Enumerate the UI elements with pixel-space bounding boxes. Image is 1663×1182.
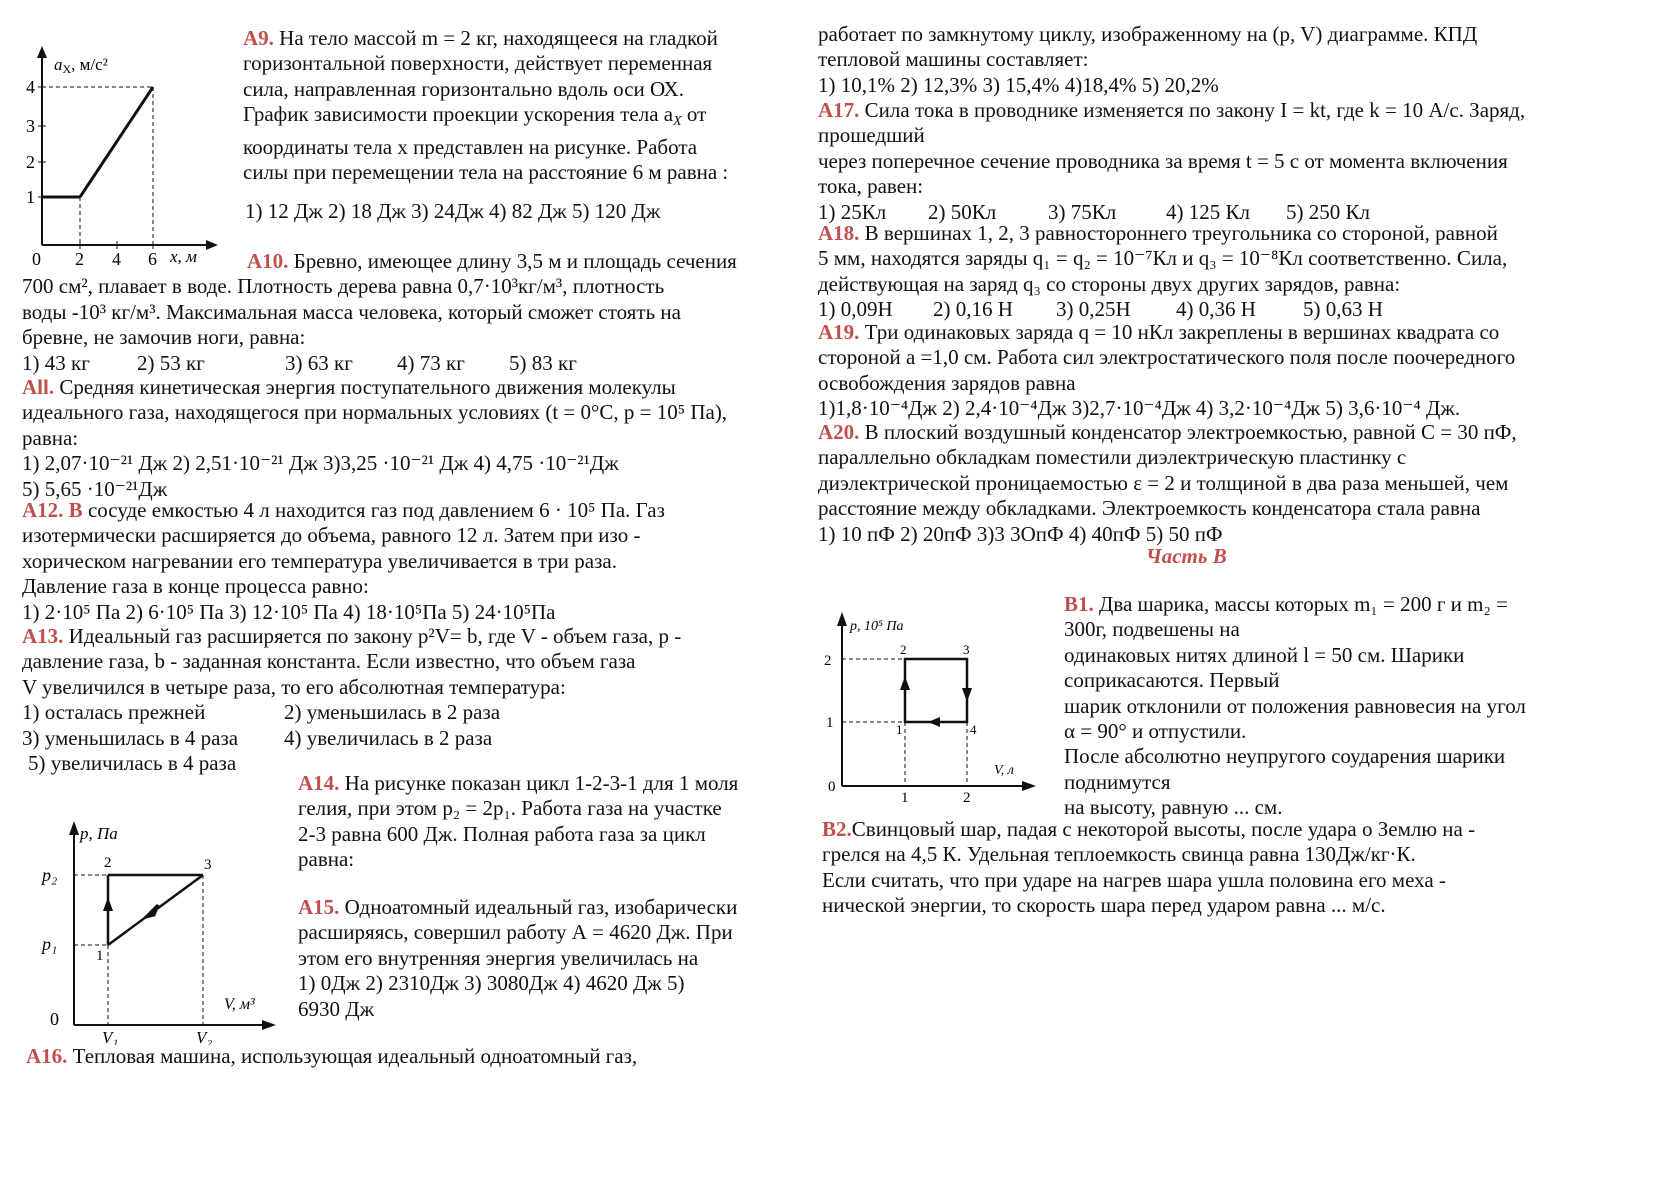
label-b2: В2. xyxy=(822,817,852,841)
question-a14 xyxy=(298,771,738,873)
a10-line: Бревно, имеющее длину 3,5 м и площадь сечения xyxy=(293,249,737,273)
answer-option: 1) 25Кл xyxy=(818,199,887,224)
a18-line: 5 мм, находятся заряды q₁ = q₂ = 10⁻⁷Кл и q₃ = 10⁻⁸Кл соответственно. Сила, xyxy=(818,246,1508,271)
a11-line: равна: xyxy=(22,425,79,450)
a11-line: Средняя кинетическая энергия поступательного движения молекулы xyxy=(59,375,676,399)
answer-option: 2) 53 кг xyxy=(137,350,205,375)
a15-line: этом его внутренняя энергия увеличилась на xyxy=(298,945,699,970)
question-a20 xyxy=(818,420,1517,547)
question-a18 xyxy=(818,221,1507,323)
answers-a12: 1) 2·10⁵ Па 2) 6·10⁵ Па 3) 12·10⁵ Па 4) 18·10⁵Па 5) 24·10⁵Па xyxy=(22,599,556,624)
answers-a15: 1) 0Дж 2) 2310Дж 3) 3080Дж 4) 4620 Дж 5) xyxy=(298,971,685,996)
x-tick-2: 2 xyxy=(963,790,971,806)
question-a16-continued xyxy=(818,22,1477,98)
y-tick-3: 3 xyxy=(26,116,35,136)
a16-line: работает по замкнутому циклу, изображенному на (p, V) диаграмме. КПД xyxy=(818,22,1478,46)
a14-line: гелия, при этом p₂ = 2p₁. Работа газа на участке xyxy=(298,796,722,821)
y-axis-label: p, 10⁵ Па xyxy=(850,619,904,634)
b1-line: 300г, подвешены на xyxy=(1064,617,1240,642)
v1-label: V₁ xyxy=(102,1028,119,1045)
answer-option: 2) уменьшилась в 2 раза xyxy=(284,700,501,725)
y-tick-2: 2 xyxy=(26,152,35,172)
y-tick-1: 1 xyxy=(826,715,834,731)
a9-line: координаты тела х представлен на рисунке. Работа xyxy=(243,134,698,159)
b1-line: одинаковых нитях длиной l = 50 см. Шарики xyxy=(1064,642,1465,667)
origin-label: 0 xyxy=(50,1009,59,1029)
a14-line: На рисунке показан цикл 1-2-3-1 для 1 моля xyxy=(344,771,739,795)
point-2: 2 xyxy=(900,642,907,657)
graph-a9 xyxy=(22,40,222,270)
question-b2 xyxy=(822,817,1475,919)
a11-line: идеального газа, находящегося при нормальных условиях (t = 0°С, p = 10⁵ Па), xyxy=(22,400,728,425)
label-a13: А13. xyxy=(22,624,64,648)
a15-line: расширяясь, совершил работу А = 4620 Дж. При xyxy=(298,920,733,945)
question-a12 xyxy=(22,498,665,625)
answer-option: 4) увеличилась в 2 раза xyxy=(284,725,493,750)
origin-label: 0 xyxy=(828,779,836,795)
a12-line: Давление газа в конце процесса равно: xyxy=(22,574,369,599)
a13-line: V увеличился в четыре раза, то его абсолютная температура: xyxy=(22,674,566,699)
a9-line: На тело массой m = 2 кг, находящееся на гладкой xyxy=(279,26,718,50)
label-b1: В1. xyxy=(1064,592,1094,616)
x-axis-label: V, м³ xyxy=(224,996,255,1013)
b1-line: на высоту, равную ... см. xyxy=(1064,795,1283,820)
answers-a9: 1) 12 Дж 2) 18 Дж 3) 24Дж 4) 82 Дж 5) 120 Дж xyxy=(245,199,661,223)
point-4: 4 xyxy=(970,722,977,737)
question-a19 xyxy=(818,320,1515,422)
a9-line: силы при перемещении тела на расстояние 6 м равна : xyxy=(243,160,729,185)
a14-line: 2-3 равна 600 Дж. Полная работа газа за цикл xyxy=(298,821,706,846)
question-a13 xyxy=(22,624,681,776)
answers-a16: 1) 10,1% 2) 12,3% 3) 15,4% 4)18,4% 5) 20,2% xyxy=(818,72,1219,97)
b1-line: После абсолютно неупругого соударения шарики xyxy=(1064,744,1506,769)
point-1: 1 xyxy=(96,948,104,964)
label-a12: А12. В xyxy=(22,498,83,522)
a19-line: Три одинаковых заряда q = 10 нКл закреплены в вершинах квадрата со xyxy=(864,320,1500,344)
answer-option: 3) 0,25Н xyxy=(1056,297,1131,322)
a12-line: хорическом нагревании его температура увеличивается в три раза. xyxy=(22,548,617,573)
b1-line: α = 90° и отпустили. xyxy=(1064,719,1247,744)
answers-a11: 1) 2,07·10⁻²¹ Дж 2) 2,51·10⁻²¹ Дж 3)3,25 ·10⁻²¹ Дж 4) 4,75 ·10⁻²¹Дж xyxy=(22,451,619,476)
a17-line: через поперечное сечение проводника за время t = 5 с от момента включения xyxy=(818,148,1508,173)
answer-option: 5) увеличилась в 4 раза xyxy=(28,751,237,776)
x-tick-2: 2 xyxy=(75,249,84,269)
label-a16: А16. xyxy=(26,1044,68,1068)
a20-line: диэлектрической проницаемостью ε = 2 и толщиной в два раза меньшей, чем xyxy=(818,470,1509,495)
p2-label: p₂ xyxy=(42,865,58,885)
b2-line: грелся на 4,5 К. Удельная теплоемкость свинца равна 130Дж/кг·К. xyxy=(822,842,1416,867)
a9-line: от xyxy=(681,102,707,127)
label-a9: А9. xyxy=(243,26,274,50)
x-tick-6: 6 xyxy=(148,249,157,269)
a18-line: В вершинах 1, 2, 3 равностороннего треугольника со стороной, равной xyxy=(864,221,1498,245)
point-2: 2 xyxy=(104,855,112,871)
y-axis-label: p, Па xyxy=(80,824,118,843)
a17-line: Сила тока в проводнике изменяется по закону I = kt, где k = 10 А/с. Заряд, xyxy=(864,98,1526,122)
x-tick-4: 4 xyxy=(112,249,121,269)
section-heading-part-b: Часть В xyxy=(1146,544,1227,568)
a20-line: В плоский воздушный конденсатор электроемкостью, равной С = 30 пФ, xyxy=(864,420,1517,444)
y-tick-2: 2 xyxy=(824,653,832,669)
p1-label: p₁ xyxy=(42,934,58,954)
answer-option: 5) 83 кг xyxy=(509,350,577,375)
y-axis-label: a xyxy=(54,55,63,74)
answers-a20: 1) 10 пФ 2) 20пФ 3)3 3ОпФ 4) 40пФ 5) 50 пФ xyxy=(818,521,1223,546)
label-a17: А17. xyxy=(818,98,860,122)
b2-line: Свинцовый шар, падая с некоторой высоты, после удара о Землю на - xyxy=(851,817,1476,841)
answer-option: 5) 250 Кл xyxy=(1286,199,1370,224)
answers-a15: 6930 Дж xyxy=(298,996,375,1021)
answer-option: 1) 43 кг xyxy=(22,350,90,375)
answer-option: 3) 63 кг xyxy=(285,350,353,375)
answer-option: 4) 0,36 Н xyxy=(1176,297,1256,322)
a13-line: Идеальный газ расширяется по закону p²V= b, где V - объем газа, p - xyxy=(68,624,682,648)
b2-line: нической энергии, то скорость шара перед ударом равна ... м/с. xyxy=(822,893,1386,918)
x-axis-label: V, л xyxy=(994,763,1014,778)
answer-option: 2) 50Кл xyxy=(928,199,997,224)
a13-line: давление газа, b - заданная константа. Если известно, что объем газа xyxy=(22,649,636,674)
a19-line: освобождения зарядов равна xyxy=(818,370,1076,395)
answer-option: 2) 0,16 Н xyxy=(933,297,1013,322)
y-tick-4: 4 xyxy=(26,77,35,97)
answer-option: 5) 0,63 Н xyxy=(1303,297,1383,322)
a10-line: 700 см², плавает в воде. Плотность дерева равна 0,7·10³кг/м³, плотность xyxy=(22,274,665,299)
point-1: 1 xyxy=(896,722,903,737)
question-b1 xyxy=(1064,592,1526,821)
a20-line: расстояние между обкладками. Электроемкость конденсатора стала равна xyxy=(818,496,1481,521)
x-axis-label: x, м xyxy=(170,247,197,266)
b2-line: Если считать, что при ударе на нагрев шара ушла половина его меха - xyxy=(822,867,1446,892)
label-a18: А18. xyxy=(818,221,860,245)
answer-option: 4) 73 кг xyxy=(397,350,465,375)
label-a14: А14. xyxy=(298,771,340,795)
a15-line: Одноатомный идеальный газ, изобарически xyxy=(344,895,738,919)
a17-line: прошедший xyxy=(818,123,925,148)
origin-label: 0 xyxy=(32,249,41,269)
answer-option: 1) 0,09Н xyxy=(818,297,893,322)
a19-line: стороной a =1,0 см. Работа сил электростатического поля после поочередного xyxy=(818,345,1516,370)
question-a15 xyxy=(298,895,737,1022)
a9-line: График зависимости проекции ускорения тела a xyxy=(243,102,674,127)
a9-line: горизонтальной поверхности, действует переменная xyxy=(243,51,713,76)
y-tick-1: 1 xyxy=(26,187,35,207)
question-a10 xyxy=(22,249,737,376)
a14-line: равна: xyxy=(298,847,355,872)
answer-option: 3) уменьшилась в 4 раза xyxy=(22,725,239,750)
b1-line: поднимутся xyxy=(1064,769,1171,794)
a12-line: сосуде емкостью 4 л находится газ под давлением 6 · 10⁵ Па. Газ xyxy=(87,498,665,522)
a12-line: изотермически расширяется до объема, равного 12 л. Затем при изо - xyxy=(22,523,641,548)
a10-line: бревне, не замочив ноги, равна: xyxy=(22,325,306,350)
x-tick-1: 1 xyxy=(901,790,909,806)
b1-line: Два шарика, массы которых m₁ = 200 г и m₂ = xyxy=(1099,592,1508,616)
answers-a11: 5) 5,65 ·10⁻²¹Дж xyxy=(22,476,168,501)
answer-option: 1) осталась прежней xyxy=(22,700,206,725)
question-a17 xyxy=(818,98,1525,225)
label-a15: А15. xyxy=(298,895,340,919)
question-a11 xyxy=(22,375,727,502)
svg-text:aX, м/с² xyxy=(54,55,108,76)
label-a20: А20. xyxy=(818,420,860,444)
question-a9: А9. На тело массой m = 2 кг, находящееся на гладкой горизонтальной поверхности, действует переменная сила, направленная горизонтально вдоль оси ОХ. График зависимости проекции ускорения тела aX от координаты тела х представлен на рисунке. Работа силы при перемещении тела на расстояние 6 м равна : xyxy=(243,26,729,185)
label-a10: А10. xyxy=(247,249,289,273)
label-a19: А19. xyxy=(818,320,860,344)
b1-line: соприкасаются. Первый xyxy=(1064,668,1280,693)
a9-line: сила, направленная горизонтально вдоль оси ОХ. xyxy=(243,76,684,101)
answer-option: 3) 75Кл xyxy=(1048,199,1117,224)
y-axis-sub: X xyxy=(62,62,72,76)
a10-line: воды -10³ кг/м³. Максимальная масса человека, который сможет стоять на xyxy=(22,299,681,324)
a16-line: Тепловая машина, использующая идеальный одноатомный газ, xyxy=(72,1044,638,1068)
b1-line: шарик отклонили от положения равновесия на угол xyxy=(1064,693,1526,718)
graph-b1-cycle xyxy=(820,606,1040,806)
answers-a19: 1)1,8·10⁻⁴Дж 2) 2,4·10⁻⁴Дж 3)2,7·10⁻⁴Дж 4) 3,2·10⁻⁴Дж 5) 3,6·10⁻⁴ Дж. xyxy=(818,396,1461,421)
a20-line: параллельно обкладкам поместили диэлектрическую пластинку с xyxy=(818,445,1407,470)
point-3: 3 xyxy=(963,642,970,657)
label-a11: All. xyxy=(22,375,55,399)
point-3: 3 xyxy=(204,857,212,873)
a17-line: тока, равен: xyxy=(818,174,924,199)
graph-a14 xyxy=(38,815,278,1045)
a18-line: действующая на заряд q₃ со стороны двух других зарядов, равна: xyxy=(818,271,1401,296)
v2-label: V₂ xyxy=(196,1028,213,1045)
y-axis-unit: , м/с² xyxy=(71,55,108,74)
answer-option: 4) 125 Кл xyxy=(1166,199,1250,224)
a16-line: тепловой машины составляет: xyxy=(818,47,1089,72)
question-a16 xyxy=(26,1044,637,1069)
